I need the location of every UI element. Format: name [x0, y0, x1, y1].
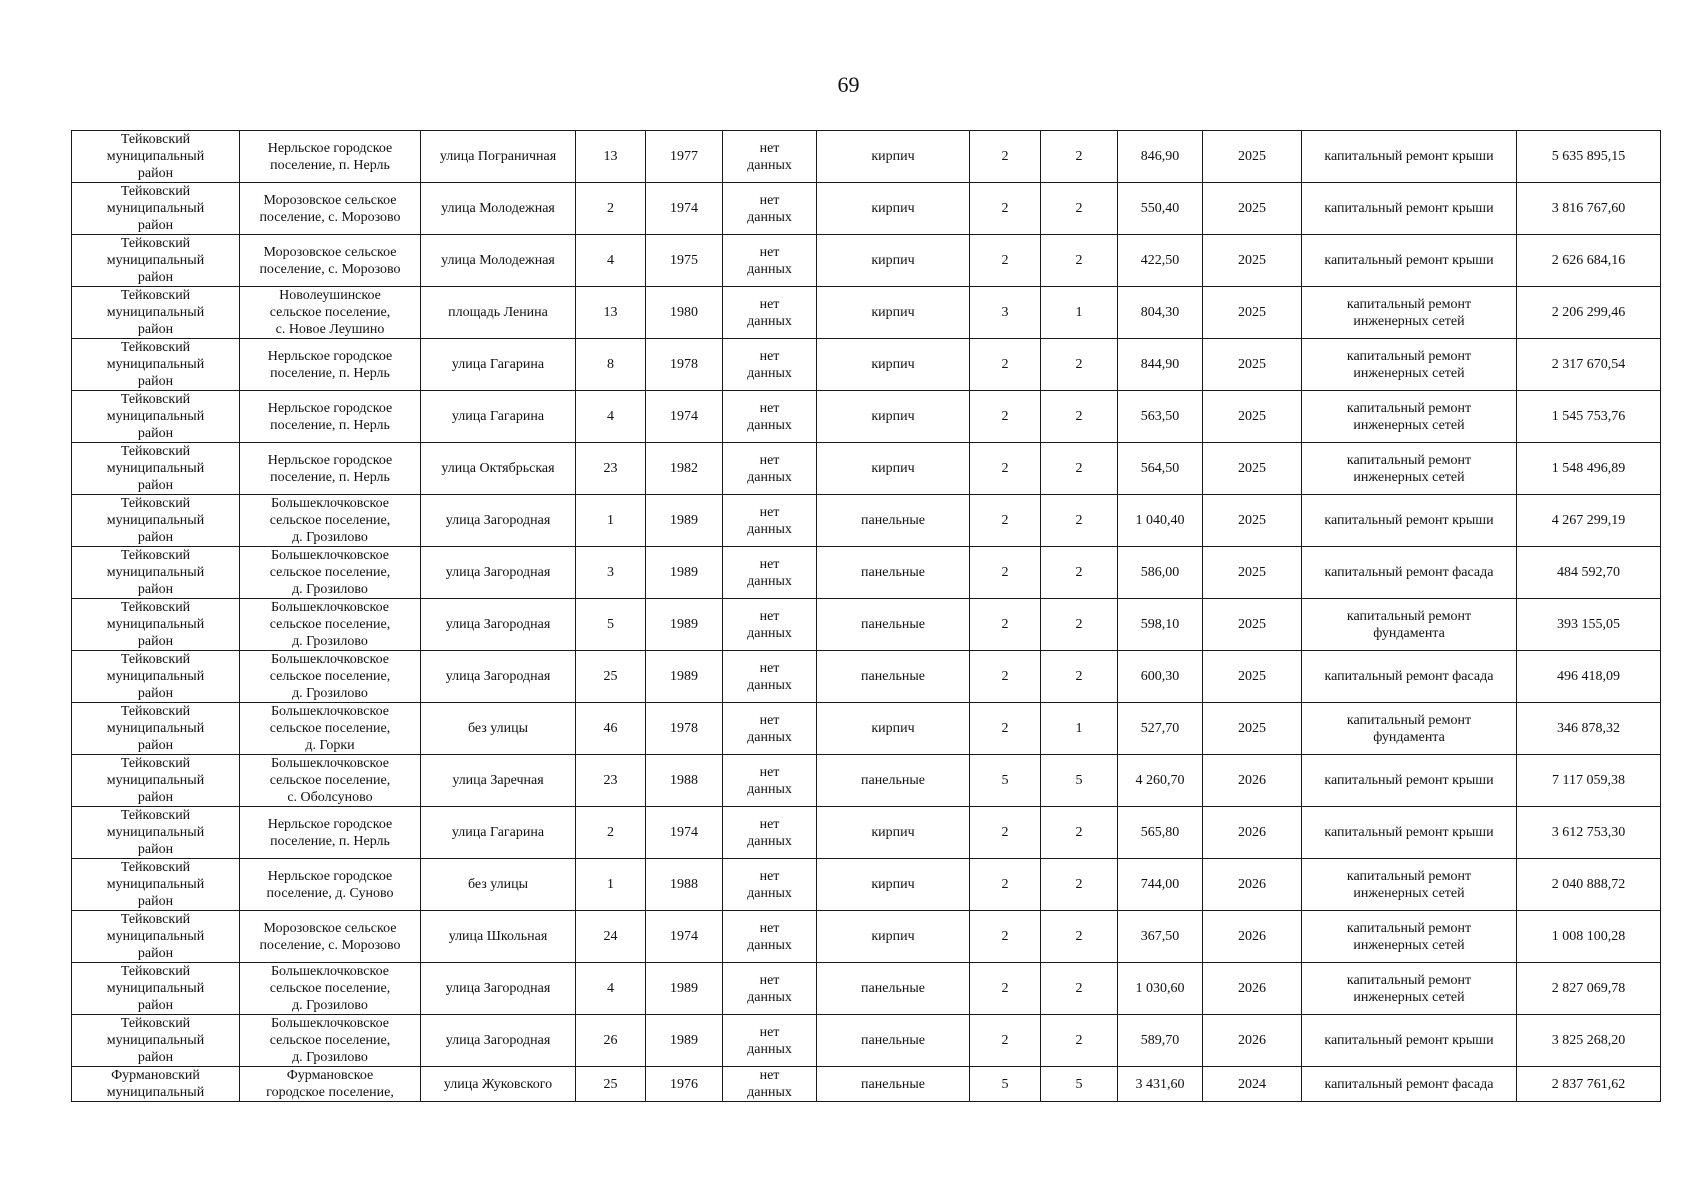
table-row — [72, 703, 1661, 755]
settlement-cell: Большеклочковское сельское поселение, д. Грозилово — [240, 963, 421, 1015]
repair-year-cell: 2025 — [1203, 391, 1302, 443]
wall-material-cell: панельные — [817, 495, 970, 547]
area-cell: 804,30 — [1118, 287, 1203, 339]
street-cell: улица Загородная — [421, 963, 576, 1015]
repair-type-cell: капитальный ремонт фундамента — [1302, 599, 1517, 651]
area-cell: 550,40 — [1118, 183, 1203, 235]
build-year-cell: 1976 — [646, 1067, 723, 1102]
street-cell: без улицы — [421, 703, 576, 755]
house-number-cell: 13 — [576, 131, 646, 183]
repair-year-cell: 2025 — [1203, 651, 1302, 703]
cost-cell: 2 206 299,46 — [1517, 287, 1661, 339]
settlement-cell: Большеклочковское сельское поселение, д. Грозилово — [240, 651, 421, 703]
area-cell: 565,80 — [1118, 807, 1203, 859]
street-cell: улица Гагарина — [421, 391, 576, 443]
floors-cell: 2 — [970, 651, 1041, 703]
cost-cell: 1 545 753,76 — [1517, 391, 1661, 443]
repair-year-cell: 2025 — [1203, 131, 1302, 183]
repair-type-cell: капитальный ремонт инженерных сетей — [1302, 963, 1517, 1015]
street-cell: улица Загородная — [421, 1015, 576, 1067]
cost-cell: 2 040 888,72 — [1517, 859, 1661, 911]
repair-type-cell: капитальный ремонт фасада — [1302, 1067, 1517, 1102]
entrances-cell: 2 — [1041, 131, 1118, 183]
repair-year-cell: 2026 — [1203, 1015, 1302, 1067]
district-cell: Тейковский муниципальный район — [72, 235, 240, 287]
settlement-cell: Нерльское городское поселение, п. Нерль — [240, 391, 421, 443]
entrances-cell: 1 — [1041, 287, 1118, 339]
settlement-cell: Морозовское сельское поселение, с. Морозово — [240, 183, 421, 235]
table-row — [72, 963, 1661, 1015]
cost-cell: 346 878,32 — [1517, 703, 1661, 755]
district-cell: Тейковский муниципальный район — [72, 495, 240, 547]
cost-cell: 3 816 767,60 — [1517, 183, 1661, 235]
wall-material-cell: кирпич — [817, 131, 970, 183]
build-year-cell: 1989 — [646, 495, 723, 547]
repair-year-cell: 2026 — [1203, 963, 1302, 1015]
cost-cell: 2 827 069,78 — [1517, 963, 1661, 1015]
wall-material-cell: панельные — [817, 599, 970, 651]
area-cell: 586,00 — [1118, 547, 1203, 599]
street-cell: без улицы — [421, 859, 576, 911]
area-cell: 4 260,70 — [1118, 755, 1203, 807]
house-number-cell: 1 — [576, 859, 646, 911]
house-number-cell: 5 — [576, 599, 646, 651]
area-cell: 846,90 — [1118, 131, 1203, 183]
wall-material-cell: кирпич — [817, 443, 970, 495]
area-cell: 589,70 — [1118, 1015, 1203, 1067]
table-row — [72, 599, 1661, 651]
entrances-cell: 2 — [1041, 963, 1118, 1015]
street-cell: улица Заречная — [421, 755, 576, 807]
floors-cell: 2 — [970, 339, 1041, 391]
build-year-cell: 1978 — [646, 339, 723, 391]
repair-type-cell: капитальный ремонт инженерных сетей — [1302, 391, 1517, 443]
repair-year-cell: 2024 — [1203, 1067, 1302, 1102]
build-year-cell: 1982 — [646, 443, 723, 495]
extra-info-cell: нет данных — [723, 443, 817, 495]
extra-info-cell: нет данных — [723, 807, 817, 859]
table-row — [72, 547, 1661, 599]
table-row — [72, 1015, 1661, 1067]
district-cell: Тейковский муниципальный район — [72, 963, 240, 1015]
cost-cell: 1 008 100,28 — [1517, 911, 1661, 963]
wall-material-cell: кирпич — [817, 339, 970, 391]
district-cell: Тейковский муниципальный район — [72, 1015, 240, 1067]
district-cell: Тейковский муниципальный район — [72, 339, 240, 391]
table-row — [72, 911, 1661, 963]
build-year-cell: 1975 — [646, 235, 723, 287]
repair-type-cell: капитальный ремонт крыши — [1302, 183, 1517, 235]
district-cell: Тейковский муниципальный район — [72, 547, 240, 599]
house-number-cell: 1 — [576, 495, 646, 547]
entrances-cell: 2 — [1041, 1015, 1118, 1067]
entrances-cell: 2 — [1041, 391, 1118, 443]
district-cell: Тейковский муниципальный район — [72, 911, 240, 963]
repair-year-cell: 2026 — [1203, 807, 1302, 859]
floors-cell: 3 — [970, 287, 1041, 339]
street-cell: улица Молодежная — [421, 235, 576, 287]
build-year-cell: 1977 — [646, 131, 723, 183]
wall-material-cell: панельные — [817, 547, 970, 599]
house-number-cell: 4 — [576, 391, 646, 443]
table-row — [72, 287, 1661, 339]
table-row — [72, 235, 1661, 287]
table-row — [72, 183, 1661, 235]
wall-material-cell: кирпич — [817, 859, 970, 911]
build-year-cell: 1988 — [646, 859, 723, 911]
district-cell: Тейковский муниципальный район — [72, 599, 240, 651]
build-year-cell: 1989 — [646, 651, 723, 703]
repair-year-cell: 2025 — [1203, 547, 1302, 599]
cost-cell: 1 548 496,89 — [1517, 443, 1661, 495]
extra-info-cell: нет данных — [723, 755, 817, 807]
wall-material-cell: кирпич — [817, 703, 970, 755]
table-body — [72, 131, 1661, 1102]
table-row — [72, 807, 1661, 859]
street-cell: улица Молодежная — [421, 183, 576, 235]
entrances-cell: 2 — [1041, 651, 1118, 703]
cost-cell: 4 267 299,19 — [1517, 495, 1661, 547]
table-row — [72, 1067, 1661, 1102]
house-number-cell: 8 — [576, 339, 646, 391]
build-year-cell: 1974 — [646, 391, 723, 443]
entrances-cell: 2 — [1041, 599, 1118, 651]
house-number-cell: 46 — [576, 703, 646, 755]
repair-year-cell: 2025 — [1203, 339, 1302, 391]
build-year-cell: 1989 — [646, 599, 723, 651]
entrances-cell: 2 — [1041, 547, 1118, 599]
repair-year-cell: 2025 — [1203, 235, 1302, 287]
floors-cell: 2 — [970, 1015, 1041, 1067]
area-cell: 527,70 — [1118, 703, 1203, 755]
settlement-cell: Нерльское городское поселение, п. Нерль — [240, 339, 421, 391]
district-cell: Тейковский муниципальный район — [72, 391, 240, 443]
area-cell: 844,90 — [1118, 339, 1203, 391]
repair-type-cell: капитальный ремонт инженерных сетей — [1302, 859, 1517, 911]
street-cell: улица Загородная — [421, 599, 576, 651]
area-cell: 564,50 — [1118, 443, 1203, 495]
cost-cell: 496 418,09 — [1517, 651, 1661, 703]
floors-cell: 2 — [970, 599, 1041, 651]
table-row — [72, 391, 1661, 443]
table-row — [72, 859, 1661, 911]
settlement-cell: Морозовское сельское поселение, с. Морозово — [240, 911, 421, 963]
settlement-cell: Большеклочковское сельское поселение, с. Оболсуново — [240, 755, 421, 807]
settlement-cell: Нерльское городское поселение, п. Нерль — [240, 807, 421, 859]
build-year-cell: 1974 — [646, 183, 723, 235]
floors-cell: 2 — [970, 547, 1041, 599]
repair-type-cell: капитальный ремонт фундамента — [1302, 703, 1517, 755]
table-row — [72, 443, 1661, 495]
street-cell: улица Октябрьская — [421, 443, 576, 495]
build-year-cell: 1974 — [646, 807, 723, 859]
area-cell: 422,50 — [1118, 235, 1203, 287]
district-cell: Фурмановский муниципальный — [72, 1067, 240, 1102]
house-number-cell: 23 — [576, 443, 646, 495]
house-number-cell: 13 — [576, 287, 646, 339]
settlement-cell: Большеклочковское сельское поселение, д. Грозилово — [240, 547, 421, 599]
repair-year-cell: 2025 — [1203, 183, 1302, 235]
repair-type-cell: капитальный ремонт крыши — [1302, 495, 1517, 547]
street-cell: улица Гагарина — [421, 807, 576, 859]
cost-cell: 393 155,05 — [1517, 599, 1661, 651]
extra-info-cell: нет данных — [723, 703, 817, 755]
house-number-cell: 2 — [576, 183, 646, 235]
house-number-cell: 23 — [576, 755, 646, 807]
street-cell: улица Школьная — [421, 911, 576, 963]
street-cell: площадь Ленина — [421, 287, 576, 339]
build-year-cell: 1989 — [646, 547, 723, 599]
settlement-cell: Нерльское городское поселение, п. Нерль — [240, 131, 421, 183]
wall-material-cell: панельные — [817, 963, 970, 1015]
table-row — [72, 131, 1661, 183]
build-year-cell: 1974 — [646, 911, 723, 963]
cost-cell: 3 825 268,20 — [1517, 1015, 1661, 1067]
entrances-cell: 5 — [1041, 1067, 1118, 1102]
build-year-cell: 1989 — [646, 963, 723, 1015]
wall-material-cell: панельные — [817, 1015, 970, 1067]
housing-repair-table — [71, 130, 1661, 1102]
repair-year-cell: 2026 — [1203, 911, 1302, 963]
floors-cell: 5 — [970, 1067, 1041, 1102]
district-cell: Тейковский муниципальный район — [72, 443, 240, 495]
extra-info-cell: нет данных — [723, 339, 817, 391]
wall-material-cell: панельные — [817, 651, 970, 703]
settlement-cell: Фурмановское городское поселение, — [240, 1067, 421, 1102]
entrances-cell: 2 — [1041, 911, 1118, 963]
repair-year-cell: 2025 — [1203, 599, 1302, 651]
repair-year-cell: 2026 — [1203, 859, 1302, 911]
repair-type-cell: капитальный ремонт инженерных сетей — [1302, 287, 1517, 339]
district-cell: Тейковский муниципальный район — [72, 131, 240, 183]
repair-type-cell: капитальный ремонт крыши — [1302, 131, 1517, 183]
house-number-cell: 3 — [576, 547, 646, 599]
wall-material-cell: кирпич — [817, 911, 970, 963]
wall-material-cell: кирпич — [817, 391, 970, 443]
repair-type-cell: капитальный ремонт крыши — [1302, 235, 1517, 287]
extra-info-cell: нет данных — [723, 1015, 817, 1067]
entrances-cell: 2 — [1041, 495, 1118, 547]
wall-material-cell: кирпич — [817, 287, 970, 339]
table-row — [72, 651, 1661, 703]
floors-cell: 2 — [970, 911, 1041, 963]
wall-material-cell: кирпич — [817, 235, 970, 287]
house-number-cell: 4 — [576, 963, 646, 1015]
settlement-cell: Новолеушинское сельское поселение, с. Новое Леушино — [240, 287, 421, 339]
build-year-cell: 1978 — [646, 703, 723, 755]
area-cell: 563,50 — [1118, 391, 1203, 443]
extra-info-cell: нет данных — [723, 495, 817, 547]
floors-cell: 5 — [970, 755, 1041, 807]
build-year-cell: 1988 — [646, 755, 723, 807]
street-cell: улица Загородная — [421, 651, 576, 703]
house-number-cell: 26 — [576, 1015, 646, 1067]
build-year-cell: 1989 — [646, 1015, 723, 1067]
area-cell: 600,30 — [1118, 651, 1203, 703]
house-number-cell: 4 — [576, 235, 646, 287]
floors-cell: 2 — [970, 807, 1041, 859]
floors-cell: 2 — [970, 859, 1041, 911]
cost-cell: 2 837 761,62 — [1517, 1067, 1661, 1102]
wall-material-cell: кирпич — [817, 183, 970, 235]
table-row — [72, 339, 1661, 391]
extra-info-cell: нет данных — [723, 391, 817, 443]
district-cell: Тейковский муниципальный район — [72, 859, 240, 911]
district-cell: Тейковский муниципальный район — [72, 183, 240, 235]
table-row — [72, 755, 1661, 807]
entrances-cell: 5 — [1041, 755, 1118, 807]
street-cell: улица Загородная — [421, 547, 576, 599]
wall-material-cell: панельные — [817, 1067, 970, 1102]
extra-info-cell: нет данных — [723, 235, 817, 287]
extra-info-cell: нет данных — [723, 183, 817, 235]
area-cell: 598,10 — [1118, 599, 1203, 651]
floors-cell: 2 — [970, 495, 1041, 547]
house-number-cell: 25 — [576, 651, 646, 703]
repair-year-cell: 2025 — [1203, 703, 1302, 755]
floors-cell: 2 — [970, 391, 1041, 443]
house-number-cell: 2 — [576, 807, 646, 859]
district-cell: Тейковский муниципальный район — [72, 807, 240, 859]
cost-cell: 3 612 753,30 — [1517, 807, 1661, 859]
cost-cell: 7 117 059,38 — [1517, 755, 1661, 807]
cost-cell: 484 592,70 — [1517, 547, 1661, 599]
area-cell: 1 040,40 — [1118, 495, 1203, 547]
repair-type-cell: капитальный ремонт крыши — [1302, 755, 1517, 807]
extra-info-cell: нет данных — [723, 963, 817, 1015]
floors-cell: 2 — [970, 131, 1041, 183]
area-cell: 367,50 — [1118, 911, 1203, 963]
repair-year-cell: 2025 — [1203, 287, 1302, 339]
entrances-cell: 2 — [1041, 339, 1118, 391]
cost-cell: 5 635 895,15 — [1517, 131, 1661, 183]
extra-info-cell: нет данных — [723, 599, 817, 651]
street-cell: улица Пограничная — [421, 131, 576, 183]
entrances-cell: 2 — [1041, 235, 1118, 287]
entrances-cell: 2 — [1041, 183, 1118, 235]
settlement-cell: Большеклочковское сельское поселение, д. Грозилово — [240, 599, 421, 651]
repair-type-cell: капитальный ремонт инженерных сетей — [1302, 339, 1517, 391]
extra-info-cell: нет данных — [723, 1067, 817, 1102]
extra-info-cell: нет данных — [723, 859, 817, 911]
floors-cell: 2 — [970, 183, 1041, 235]
street-cell: улица Гагарина — [421, 339, 576, 391]
settlement-cell: Морозовское сельское поселение, с. Морозово — [240, 235, 421, 287]
settlement-cell: Нерльское городское поселение, п. Нерль — [240, 443, 421, 495]
wall-material-cell: панельные — [817, 755, 970, 807]
entrances-cell: 2 — [1041, 859, 1118, 911]
area-cell: 3 431,60 — [1118, 1067, 1203, 1102]
house-number-cell: 25 — [576, 1067, 646, 1102]
district-cell: Тейковский муниципальный район — [72, 651, 240, 703]
floors-cell: 2 — [970, 443, 1041, 495]
settlement-cell: Большеклочковское сельское поселение, д. Грозилово — [240, 495, 421, 547]
cost-cell: 2 317 670,54 — [1517, 339, 1661, 391]
build-year-cell: 1980 — [646, 287, 723, 339]
extra-info-cell: нет данных — [723, 911, 817, 963]
floors-cell: 2 — [970, 963, 1041, 1015]
repair-type-cell: капитальный ремонт крыши — [1302, 1015, 1517, 1067]
repair-type-cell: капитальный ремонт фасада — [1302, 547, 1517, 599]
house-number-cell: 24 — [576, 911, 646, 963]
entrances-cell: 2 — [1041, 807, 1118, 859]
cost-cell: 2 626 684,16 — [1517, 235, 1661, 287]
extra-info-cell: нет данных — [723, 651, 817, 703]
district-cell: Тейковский муниципальный район — [72, 287, 240, 339]
area-cell: 1 030,60 — [1118, 963, 1203, 1015]
area-cell: 744,00 — [1118, 859, 1203, 911]
table-row — [72, 495, 1661, 547]
settlement-cell: Большеклочковское сельское поселение, д. Грозилово — [240, 1015, 421, 1067]
district-cell: Тейковский муниципальный район — [72, 703, 240, 755]
extra-info-cell: нет данных — [723, 287, 817, 339]
repair-year-cell: 2025 — [1203, 495, 1302, 547]
entrances-cell: 2 — [1041, 443, 1118, 495]
entrances-cell: 1 — [1041, 703, 1118, 755]
settlement-cell: Нерльское городское поселение, д. Суново — [240, 859, 421, 911]
extra-info-cell: нет данных — [723, 131, 817, 183]
floors-cell: 2 — [970, 235, 1041, 287]
extra-info-cell: нет данных — [723, 547, 817, 599]
street-cell: улица Жуковского — [421, 1067, 576, 1102]
repair-type-cell: капитальный ремонт фасада — [1302, 651, 1517, 703]
floors-cell: 2 — [970, 703, 1041, 755]
repair-year-cell: 2025 — [1203, 443, 1302, 495]
street-cell: улица Загородная — [421, 495, 576, 547]
wall-material-cell: кирпич — [817, 807, 970, 859]
page-number: 69 — [837, 72, 860, 97]
repair-year-cell: 2026 — [1203, 755, 1302, 807]
repair-type-cell: капитальный ремонт инженерных сетей — [1302, 911, 1517, 963]
district-cell: Тейковский муниципальный район — [72, 755, 240, 807]
settlement-cell: Большеклочковское сельское поселение, д. Горки — [240, 703, 421, 755]
repair-type-cell: капитальный ремонт крыши — [1302, 807, 1517, 859]
repair-type-cell: капитальный ремонт инженерных сетей — [1302, 443, 1517, 495]
